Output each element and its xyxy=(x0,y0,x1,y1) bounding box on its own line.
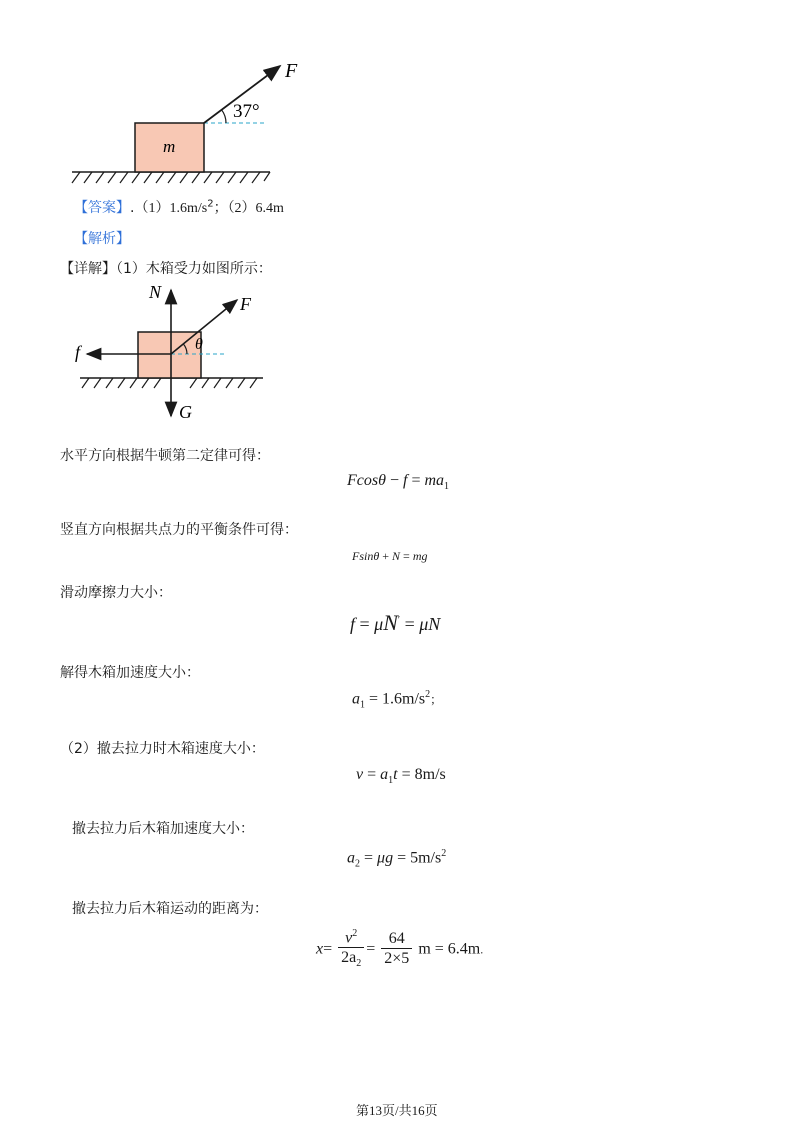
normal-label: N xyxy=(149,282,162,302)
friction-label: f xyxy=(75,342,81,362)
step-accel2: 撤去拉力后木箱加速度大小： xyxy=(72,821,254,837)
answer-sep: . xyxy=(130,200,135,216)
equation-5: $v = a_1t = 8m/s$ xyxy=(356,766,446,787)
angle-arc xyxy=(222,110,226,123)
answer-part1-end: ； xyxy=(213,200,228,216)
theta-label: θ xyxy=(195,336,203,353)
fraction-v2-over-2a2: $\frac{v^2}{2a_2}$ xyxy=(338,925,364,975)
fraction-64-over-2x5: $\frac{64}{2\times 5}$ xyxy=(381,930,412,969)
equation-6: $a_2 = \mu g = 5m/s^2$ xyxy=(347,848,447,870)
figure-box-force xyxy=(70,55,310,190)
answer-part2: （2）6.4m xyxy=(227,201,284,216)
gravity-label: G xyxy=(179,402,192,422)
force-arrow xyxy=(171,300,237,354)
force-label: F xyxy=(240,294,251,314)
box xyxy=(138,332,201,378)
force-label: F xyxy=(285,60,298,82)
equation-1: $Fcos\theta - f = ma_1$ xyxy=(347,472,450,493)
equation-3: f = μN′ = μN xyxy=(350,610,441,635)
equation-7: x= $\frac{v^2}{2a_2}$ = $\frac{64}{2\times 5}$ m = 6.4m. xyxy=(316,925,483,975)
answer-line xyxy=(74,197,284,217)
detail-tag: 【详解】 xyxy=(60,261,116,277)
equation-4: $a_1 = 1.6m/s^2$； xyxy=(352,689,443,711)
detail-text: （1）木箱受力如图所示： xyxy=(116,261,272,277)
mass-label: m xyxy=(163,137,176,156)
equation-2: Fsinθ + N = mg xyxy=(352,549,428,563)
page-footer xyxy=(356,1100,438,1119)
figure-free-body xyxy=(75,282,275,422)
answer-part1: （1）1.6m/s xyxy=(134,201,208,216)
answer-tag: 【答案】 xyxy=(74,200,130,216)
step-vertical: 竖直方向根据共点力的平衡条件可得： xyxy=(60,522,298,538)
step-friction: 滑动摩擦力大小： xyxy=(60,585,172,601)
step-accel1: 解得木箱加速度大小： xyxy=(60,665,200,681)
answer-part1-exp: 2 xyxy=(207,198,214,210)
step-speed: （2）撤去拉力时木箱速度大小： xyxy=(60,741,265,757)
angle-label: 37° xyxy=(233,101,260,122)
analysis-tag: 【解析】 xyxy=(74,231,130,247)
page-number: 第13页/共16页 xyxy=(356,1103,438,1118)
step-distance: 撤去拉力后木箱运动的距离为： xyxy=(72,901,268,917)
detail-line xyxy=(60,258,272,278)
step-horizontal: 水平方向根据牛顿第二定律可得： xyxy=(60,448,270,464)
